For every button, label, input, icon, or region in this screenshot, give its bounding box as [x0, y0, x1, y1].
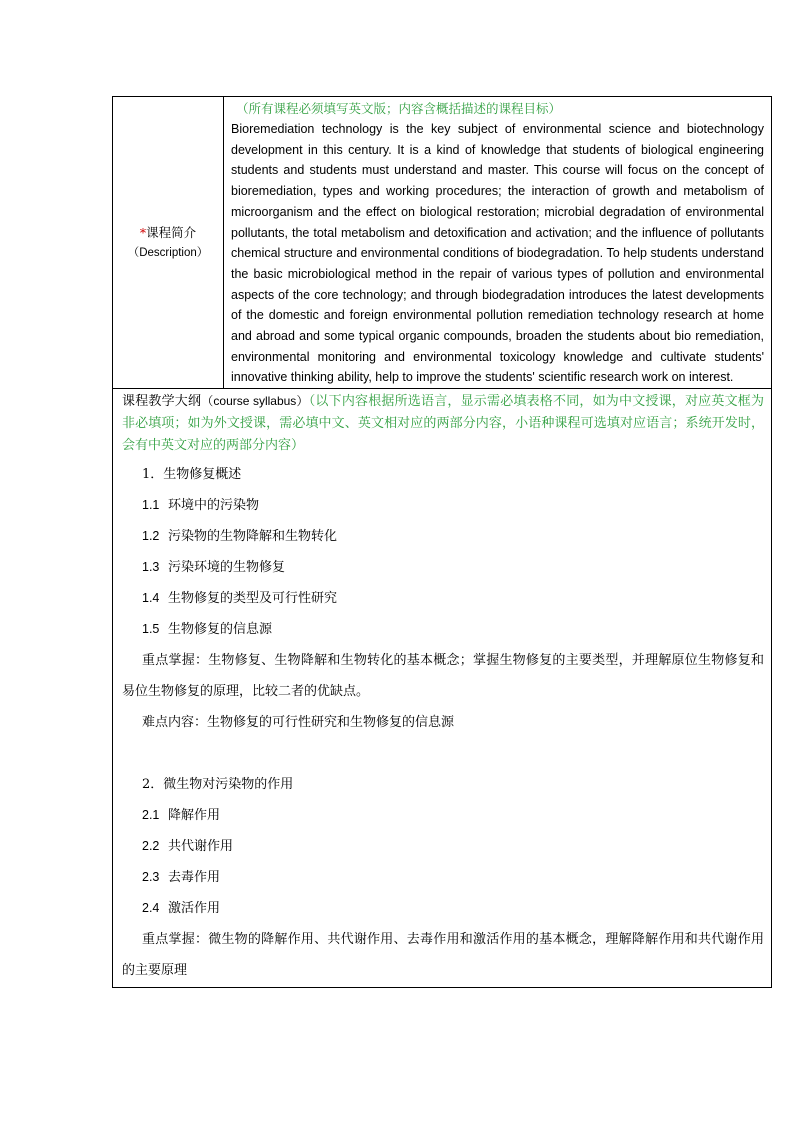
syllabus-cell[interactable]: [113, 389, 772, 988]
description-label-en: （Description）: [127, 246, 209, 259]
course-form: [112, 96, 772, 988]
list-item: [122, 552, 764, 583]
list-item: [122, 800, 764, 831]
course-table: [112, 96, 772, 988]
item-number: 2.2: [142, 839, 160, 854]
item-text: 污染物的生物降解和生物转化: [168, 529, 338, 545]
chapter-2-title: 微生物对污染物的作用: [163, 777, 294, 793]
item-text: 环境中的污染物: [168, 498, 260, 514]
syllabus-header: [122, 390, 764, 457]
chapter-2-number: 2．: [142, 777, 164, 793]
list-item: [122, 490, 764, 521]
item-text: 降解作用: [168, 808, 221, 824]
chapter-1-key-points: 重点掌握：生物修复、生物降解和生物转化的基本概念；掌握生物修复的主要类型，并理解原位生物修复和易位生物修复的原理，比较二者的优缺点。: [122, 653, 764, 700]
item-text: 生物修复的信息源: [168, 622, 273, 638]
description-label: [113, 223, 223, 243]
list-item: [122, 521, 764, 552]
description-text: Bioremediation technology is the key subject of environmental science and biotechnology development in this century. It is a kind of knowledge that students of biological engineering students and students must understand and master. This course will focus on the concept of bioremediation, types and working procedures; the interaction of growth and metabolism of microorganism and the effect on biological restoration; microbial degradation of environmental pollutants, the total metabolism and detoxification and activation; and the influence of pollutants chemical structure and environmental conditions of biodegradation. To help students understand the basic microbiological method in the repair of various types of pollution and environmental aspects of the core technology; and through biodegradation introduces the latest developments of the domestic and foreign environmental pollution remediation technology research at home and abroad and some typical organic compounds, broaden the students about bio remediation, environmental monitoring and environmental toxicology knowledge and cultivate students' innovative thinking ability, help to improve the students' scientific research work on interest.: [231, 122, 764, 385]
syllabus-row: [113, 389, 772, 988]
description-note: （所有课程必须填写英文版；内容含概括描述的课程目标）: [236, 101, 562, 116]
syllabus-note: （以下内容根据所选语言，显示需必填表格不同，如为中文授课，对应英文框为非必填项；如为外文授课，需必填中文、英文相对应的两部分内容，小语种课程可选填对应语言；系统开发时，会有中英文对应的两部分内容）: [122, 394, 764, 454]
item-text: 生物修复的类型及可行性研究: [168, 591, 338, 607]
chapter-1-heading: [122, 459, 764, 490]
description-label-cell: [113, 97, 224, 389]
item-number: 2.3: [142, 870, 160, 885]
syllabus-title-en: （course syllabus）: [201, 394, 309, 409]
syllabus-body: [122, 459, 764, 987]
item-number: 1.5: [142, 622, 160, 637]
chapter-1-title: 生物修复概述: [163, 467, 242, 483]
item-number: 2.4: [142, 901, 160, 916]
item-text: 去毒作用: [168, 870, 221, 886]
description-row: [113, 97, 772, 389]
list-item: [122, 893, 764, 924]
description-content-cell[interactable]: [224, 97, 772, 389]
item-number: 2.1: [142, 808, 160, 823]
list-item: [122, 614, 764, 645]
item-text: 激活作用: [168, 901, 221, 917]
chapter-2-key-points: 重点掌握：微生物的降解作用、共代谢作用、去毒作用和激活作用的基本概念，理解降解作用和共代谢作用的主要原理: [122, 932, 764, 979]
list-item: [122, 831, 764, 862]
item-number: 1.3: [142, 560, 160, 575]
chapter-1-number: 1．: [142, 467, 164, 483]
item-number: 1.1: [142, 498, 160, 513]
chapter-2-heading: [122, 769, 764, 800]
item-number: 1.2: [142, 529, 160, 544]
item-number: 1.4: [142, 591, 160, 606]
syllabus-title-cn: 课程教学大纲: [122, 394, 202, 410]
spacer: [122, 738, 764, 769]
description-label-cn: 课程简介: [146, 224, 197, 240]
chapter-1-difficult-points: 难点内容：生物修复的可行性研究和生物修复的信息源: [142, 715, 455, 731]
list-item: [122, 862, 764, 893]
item-text: 污染环境的生物修复: [168, 560, 286, 576]
required-star: *: [139, 224, 147, 240]
item-text: 共代谢作用: [168, 839, 234, 855]
list-item: [122, 583, 764, 614]
